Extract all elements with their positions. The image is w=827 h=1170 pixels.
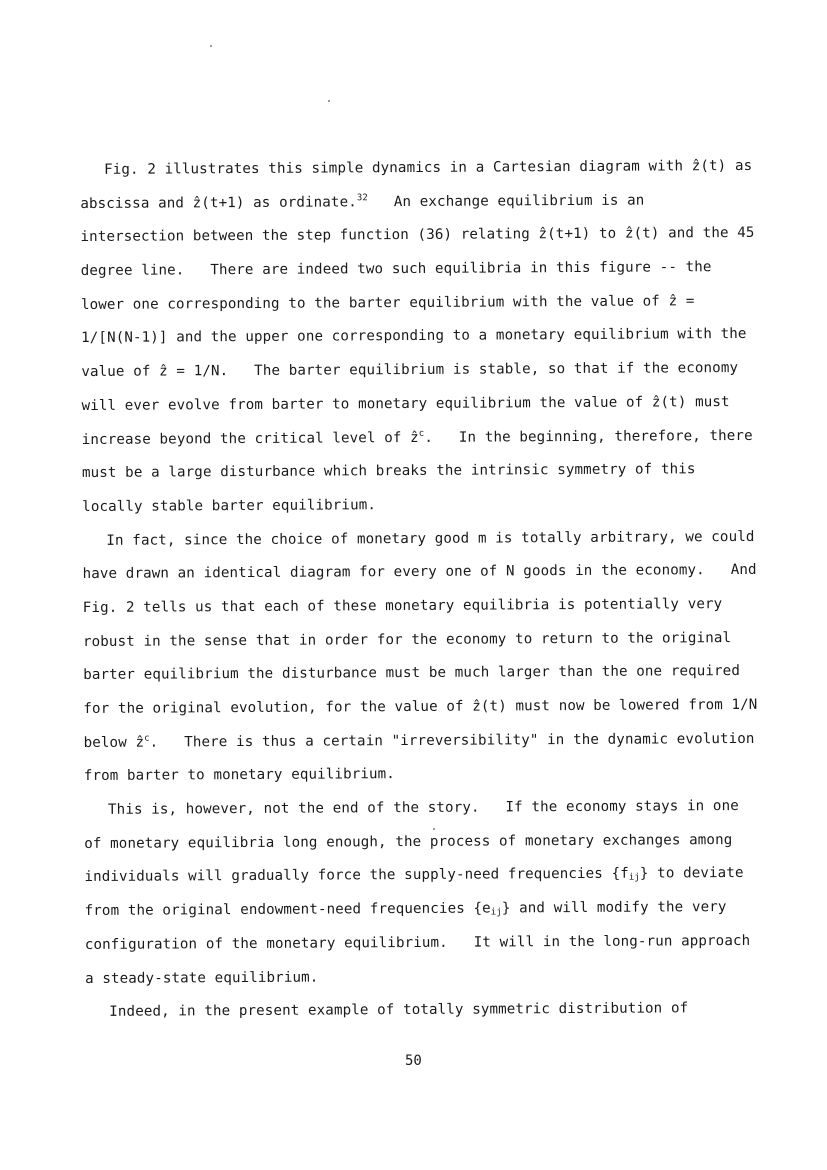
text-line: lower one corresponding to the barter equilibrium with the value of ẑ = bbox=[80, 292, 695, 313]
scan-speck bbox=[210, 45, 212, 47]
text-line: robust in the sense that in order for the economy to return to the original bbox=[82, 629, 732, 650]
text-line: abscissa and ẑ(t+1) as ordinate.$^{32}$ An exchange equilibrium is an bbox=[80, 192, 645, 212]
text-line: 1/[N(N-1)] and the upper one corresponding to a monetary equilibrium with the bbox=[81, 326, 747, 347]
text-line: intersection between the step function (36) relating ẑ(t+1) to ẑ(t) and the 45 bbox=[80, 225, 755, 246]
body-text bbox=[80, 150, 758, 1030]
footnote-marker: 32 bbox=[356, 192, 368, 203]
text-line: Fig. 2 tells us that each of these monetary equilibria is potentially very bbox=[82, 596, 723, 616]
text-line: Indeed, in the present example of totally symmetric distribution of bbox=[109, 1000, 689, 1021]
text-line: increase beyond the critical level of ẑ$^c$. In the beginning, therefore, there bbox=[81, 427, 753, 448]
text-line: This is, however, not the end of the story. If the economy stays in one bbox=[107, 798, 739, 818]
text-line: from the original endowment-need frequencies $\{e_{ij}\}$ and will modify the very bbox=[84, 899, 727, 920]
text-line: for the original evolution, for the value of ẑ(t) must now be lowered from 1/N bbox=[83, 696, 758, 717]
text-line: below ẑ$^c$. There is thus a certain "irreversibility" in the dynamic evolution bbox=[83, 730, 755, 751]
text-line: of monetary equilibria long enough, the process of monetary exchanges among bbox=[84, 831, 733, 852]
text-line: a steady-state equilibrium. bbox=[84, 969, 319, 987]
text-line: Fig. 2 illustrates this simple dynamics in a Cartesian diagram with ẑ(t) as bbox=[104, 157, 753, 178]
text-line: value of ẑ = 1/N. The barter equilibrium is stable, so that if the economy bbox=[81, 360, 739, 381]
text-line: from barter to monetary equilibrium. bbox=[83, 766, 395, 785]
text-line: configuration of the monetary equilibrium. It will in the long-run approach bbox=[84, 932, 751, 953]
text-line: have drawn an identical diagram for every one of N goods in the economy. And bbox=[82, 562, 757, 583]
text-line: must be a large disturbance which breaks the intrinsic symmetry of this bbox=[81, 461, 696, 482]
scan-speck bbox=[328, 100, 330, 102]
text-line: locally stable barter equilibrium. bbox=[82, 497, 377, 515]
text-line: will ever evolve from barter to monetary equilibrium the value of ẑ(t) must bbox=[81, 393, 730, 414]
text-line: barter equilibrium the disturbance must be much larger than the one required bbox=[83, 663, 740, 684]
text-line: In fact, since the choice of monetary good m is totally arbitrary, we could bbox=[106, 528, 755, 549]
page-number: 50 bbox=[405, 1053, 422, 1069]
text-line: degree line. There are indeed two such equilibria in this figure -- the bbox=[80, 259, 712, 280]
text-line: individuals will gradually force the supply-need frequencies $\{f_{ij}\}$ to deviate bbox=[84, 865, 744, 886]
